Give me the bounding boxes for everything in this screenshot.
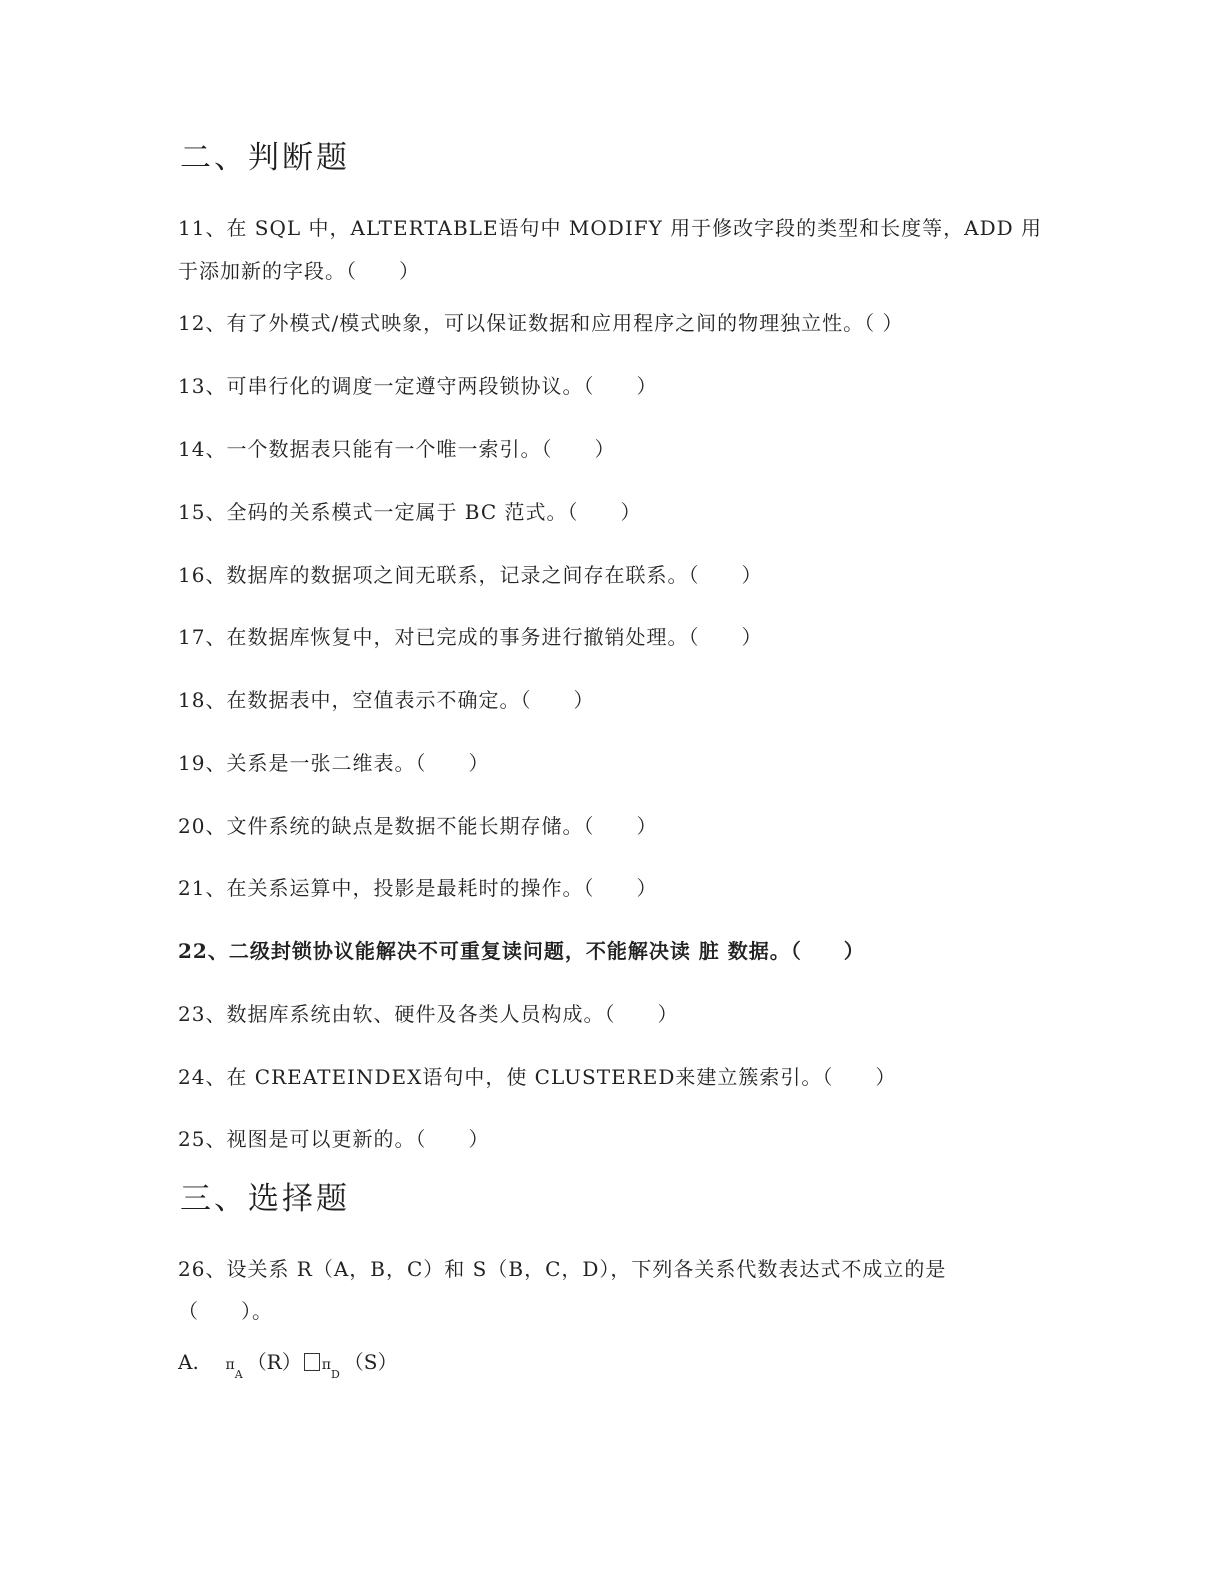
question-14: 14、一个数据表只能有一个唯一索引。（ ） [178,437,616,461]
question-22: 22、二级封锁协议能解决不可重复读问题，不能解决读 脏 数据。（ ） [178,939,865,963]
question-26-line-1: 26、设关系 R（A，B，C）和 S（B，C，D），下列各关系代数表达式不成立的是 [178,1257,947,1281]
question-25: 25、视图是可以更新的。（ ） [178,1127,490,1151]
section-heading-choice: 三、选择题 [180,1181,350,1217]
question-15: 15、全码的关系模式一定属于 BC 范式。（ ） [178,500,642,524]
section-heading-judgment: 二、判断题 [180,140,350,176]
projection-subscript-d: D [330,1368,340,1381]
question-23: 23、数据库系统由软、硬件及各类人员构成。（ ） [178,1002,679,1026]
option-a-label: A. [178,1350,199,1374]
question-17: 17、在数据库恢复中，对已完成的事务进行撤销处理。（ ） [178,625,763,649]
question-11-line-1: 11、在 SQL 中，ALTERTABLE语句中 MODIFY 用于修改字段的类型和长度等，ADD 用 [178,216,1043,240]
option-a [178,1346,398,1381]
question-11-line-2: 于添加新的字段。（ ） [178,259,420,283]
question-19: 19、关系是一张二维表。（ ） [178,751,490,775]
question-21: 21、在关系运算中，投影是最耗时的操作。（ ） [178,876,658,900]
question-20: 20、文件系统的缺点是数据不能长期存储。（ ） [178,814,658,838]
question-18: 18、在数据表中，空值表示不确定。（ ） [178,688,595,712]
question-13: 13、可串行化的调度一定遵守两段锁协议。（ ） [178,374,658,398]
projection-symbol-2: π [321,1357,331,1373]
relation-r: （R） [246,1350,302,1374]
question-24: 24、在 CREATEINDEX语句中，使 CLUSTERED来建立簇索引。（ ） [178,1065,897,1089]
projection-subscript-a: A [234,1368,243,1381]
missing-operator-glyph-icon [304,1353,320,1371]
projection-symbol: π [225,1357,235,1373]
question-16: 16、数据库的数据项之间无联系，记录之间存在联系。（ ） [178,563,763,587]
question-12: 12、有了外模式/模式映象，可以保证数据和应用程序之间的物理独立性。（ ） [178,311,904,335]
relation-s: （S） [343,1350,398,1374]
question-26-line-2: （ ）。 [178,1299,273,1323]
